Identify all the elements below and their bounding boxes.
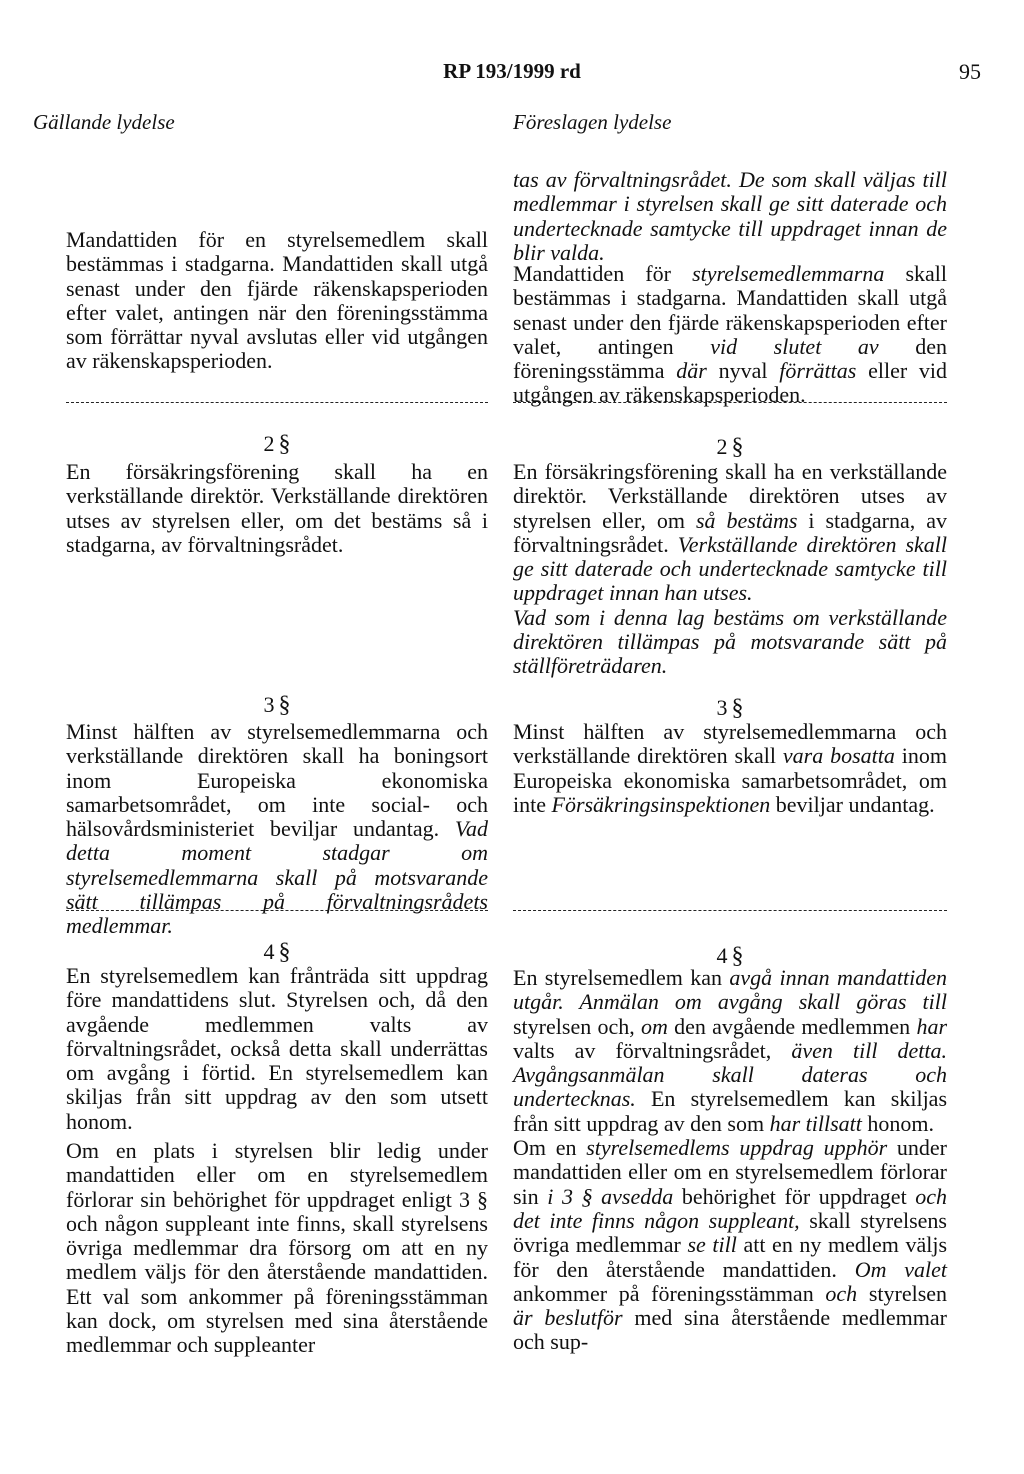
left-section-4-heading: 4 §: [263, 939, 291, 965]
left-column-heading: Gällande lydelse: [33, 110, 175, 134]
right-section-3-heading: 3 §: [716, 695, 744, 721]
left-mandate-paragraph: Mandattiden för en styrelsemedlem skall bestämmas i stadgarna. Mandattiden skall utgå senast under den fjärde räkenskapsperioden efter valet, antingen när den föreningsstämma som förrättar nyval avslutas eller vid utgången av räkenskapsperioden.: [66, 227, 488, 374]
right-section-2-heading: 2 §: [716, 434, 744, 460]
left-divider-1: [66, 402, 488, 403]
right-divider-1: [513, 402, 947, 403]
right-top-paragraph: tas av förvaltningsrådet. De som skall väljas till medlemmar i styrelsen skall ge sitt daterade och undertecknade samtycke till uppdraget innan de blir valda.: [513, 167, 947, 265]
section-symbol: §: [731, 434, 744, 460]
left-section-4-text: En styrelsemedlem kan frånträda sitt uppdrag före mandattidens slut. Styrelsen och, då den avgående medlemmen valts av förvaltningsrådet, också detta skall underrättas om avgång i förtid. En styrelsemedlem kan skiljas från sitt uppdrag av den som utsett honom.: [66, 963, 488, 1134]
left-divider-2: [66, 910, 488, 911]
page-number: 95: [959, 59, 981, 84]
right-mandate-paragraph: Mandattiden för styrelsemedlemmarna skall bestämmas i stadgarna. Mandattiden skall utgå senast under den fjärde räkenskapsperioden efter valet, antingen vid slutet av den föreningsstämma där nyval förrättas eller vid utgången av räkenskapsperioden.: [513, 261, 948, 408]
section-symbol: §: [278, 692, 291, 718]
right-section-2-text: En försäkringsförening skall ha en verkställande direktör. Verkställande direktören utses av styrelsen eller, om så bestäms i stadgarna, av förvaltningsrådet. Verkställande direktören skall ge sitt daterade och undertecknade samtycke till uppdraget innan han utses. Vad som i denna lag bestäms om verkställande direktören tillämpas på motsvarande sätt på ställföreträdaren.: [513, 459, 948, 679]
left-section-3-heading: 3 §: [263, 692, 291, 718]
left-section-2-text: En försäkringsförening skall ha en verkställande direktör. Verkställande direktören utses av styrelsen eller, om det bestäms så i stadgarna, av förvaltningsrådet.: [66, 459, 488, 557]
left-section-2-heading: 2 §: [263, 431, 291, 457]
right-column-heading: Föreslagen lydelse: [513, 110, 672, 134]
section-symbol: §: [278, 431, 291, 457]
left-section-3-text: Minst hälften av styrelsemedlemmarna och verkställande direktören skall ha boningsort inom Europeiska ekonomiska samarbetsområdet, om inte social- och hälsovårdsministeriet beviljar undantag. Vad detta moment stadgar om styrelsemedlemmarna skall på motsvarande sätt tillämpas på förvaltningsrådets medlemmar.: [66, 719, 488, 939]
right-divider-2: [513, 910, 947, 911]
document-header: RP 193/1999 rd: [443, 59, 581, 83]
right-section-4-heading: 4 §: [716, 943, 744, 969]
section-symbol: §: [731, 695, 744, 721]
right-section-4-text: En styrelsemedlem kan avgå innan mandattiden utgår. Anmälan om avgång skall göras till styrelsen och, om den avgående medlemmen har valts av förvaltningsrådet, även till detta. Avgångsanmälan skall dateras och undertecknas. En styrelsemedlem kan skiljas från sitt uppdrag av den som har tillsatt honom. Om en styrelsemedlems uppdrag upphör under mandattiden eller om en styrelsemedlem förlorar sin i 3 § avsedda behörighet för uppdraget och det inte finns någon suppleant, skall styrelsens övriga medlemmar se till att en ny medlem väljs för den återstående mandattiden. Om valet ankommer på föreningsstämman och styrelsen är beslutför med sina återstående medlemmar och sup-: [513, 965, 948, 1355]
right-section-3-text: Minst hälften av styrelsemedlemmarna och verkställande direktören skall vara bosatta inom Europeiska ekonomiska samarbetsområdet, om inte Försäkringsinspektionen beviljar undantag.: [513, 719, 948, 817]
section-symbol: §: [278, 939, 291, 965]
section-symbol: §: [731, 943, 744, 969]
left-section-4-paragraph-2: Om en plats i styrelsen blir ledig under mandattiden eller om en styrelsemedlem förlorar sin behörighet för uppdraget enligt 3 § och någon suppleant inte finns, skall styrelsens övriga medlemmar dra försorg om att en ny medlem väljs för den återstående mandattiden. Ett val som ankommer på föreningsstämman kan dock, om styrelsen med sina återstående medlemmar och suppleanter: [66, 1138, 488, 1358]
